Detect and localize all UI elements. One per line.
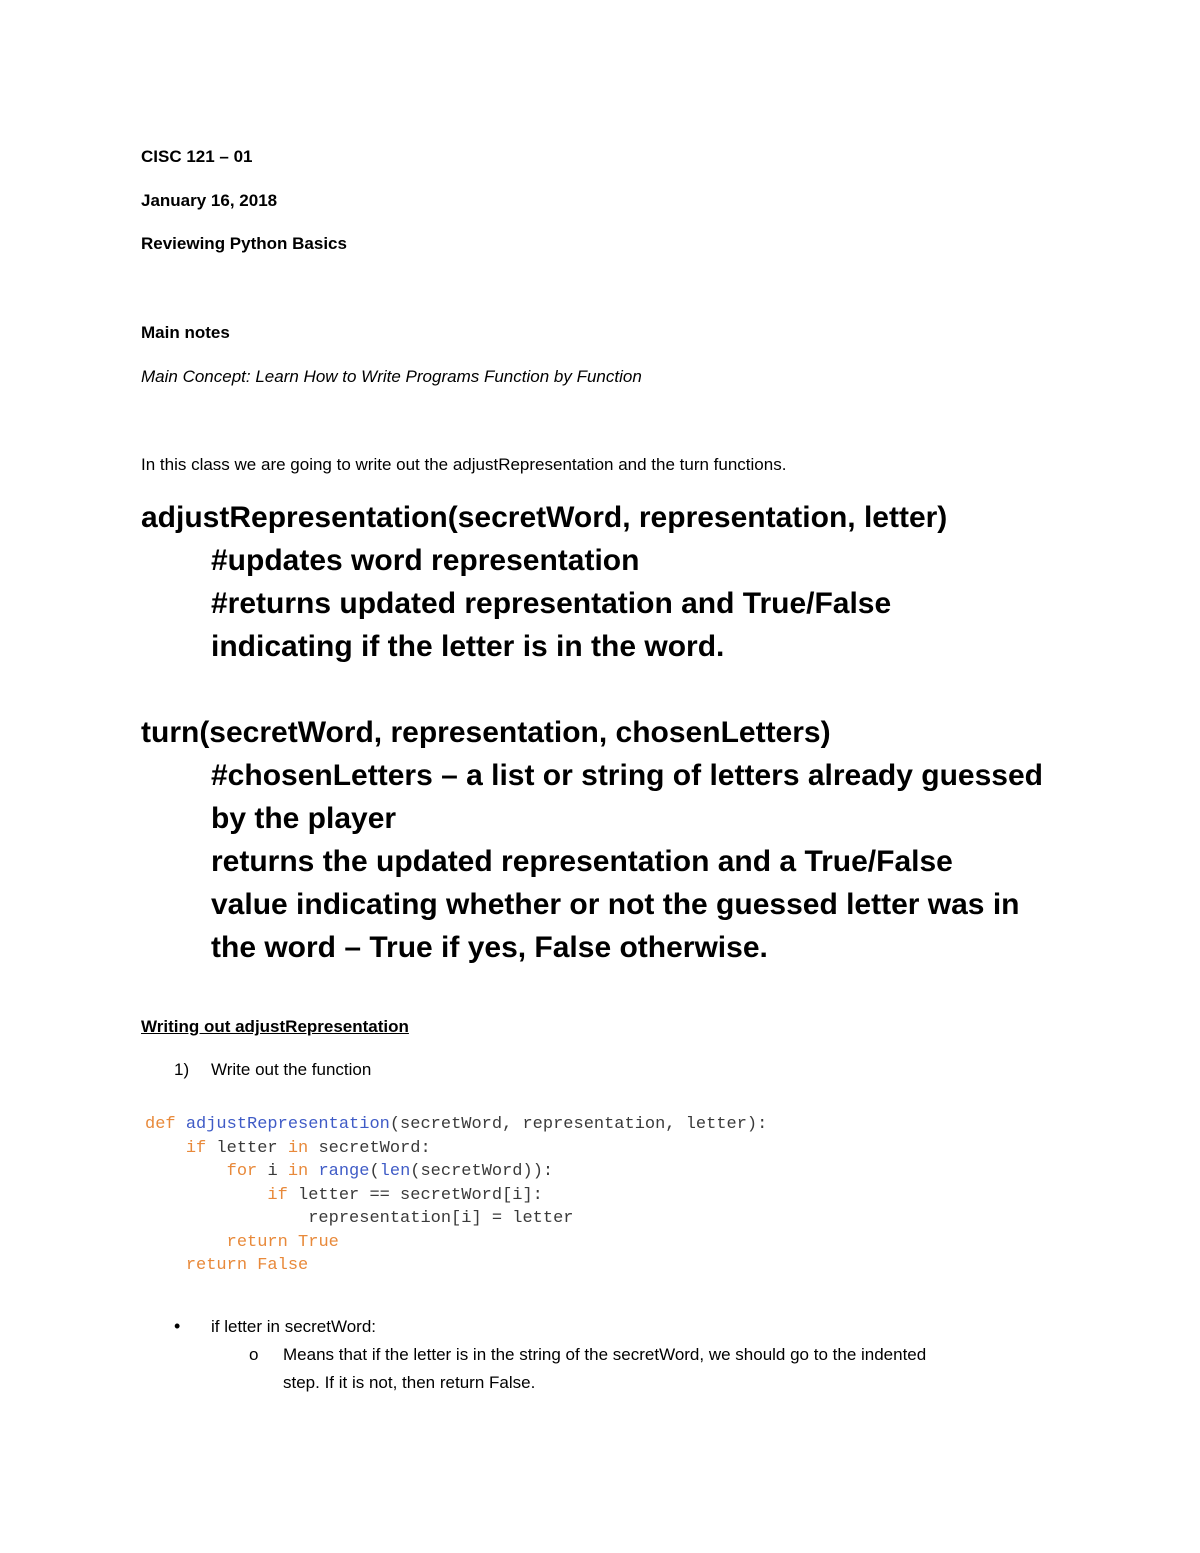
intro-paragraph: In this class we are going to write out the adjustRepresentation and the turn functions.	[141, 455, 787, 474]
sub-bullet-text: step. If it is not, then return False.	[283, 1373, 536, 1392]
turn-comment-line: the word – True if yes, False otherwise.	[211, 931, 768, 964]
code-line: for i in range(len(secretWord)):	[226, 1162, 554, 1181]
code-line: if letter == secretWord[i]:	[267, 1185, 543, 1205]
code-line: def adjustRepresentation(secretWord, representation, letter):	[145, 1115, 768, 1134]
course-code: CISC 121 – 01	[141, 147, 253, 166]
turn-comment-line: value indicating whether or not the guessed letter was in	[211, 888, 1020, 921]
sub-bullet-icon: o	[249, 1345, 259, 1364]
bullet-text: if letter in secretWord:	[211, 1317, 377, 1336]
turn-comment-line: returns the updated representation and a True/False	[211, 845, 953, 878]
turn-comment-line: by the player	[211, 802, 397, 835]
adjust-comment-line: indicating if the letter is in the word.	[211, 630, 725, 663]
step-text: Write out the function	[211, 1060, 372, 1079]
code-line: return False	[185, 1256, 309, 1275]
lecture-topic: Reviewing Python Basics	[141, 234, 347, 253]
adjust-comment-line: #returns updated representation and True/False	[211, 587, 892, 620]
main-notes-heading: Main notes	[141, 323, 230, 342]
main-concept: Main Concept: Learn How to Write Programs Function by Function	[141, 367, 642, 386]
bullet-icon: •	[174, 1316, 181, 1336]
turn-signature: turn(secretWord, representation, chosenLetters)	[141, 716, 831, 749]
code-line: representation[i] = letter	[308, 1209, 574, 1228]
adjust-signature: adjustRepresentation(secretWord, representation, letter)	[141, 501, 948, 534]
code-line: return True	[226, 1232, 339, 1252]
section-heading: Writing out adjustRepresentation	[141, 1017, 409, 1036]
code-snippet	[145, 1113, 767, 1278]
turn-comment-line: #chosenLetters – a list or string of letters already guessed	[211, 759, 1043, 792]
code-line: if letter in secretWord:	[185, 1138, 431, 1158]
lecture-date: January 16, 2018	[141, 191, 278, 210]
step-number: 1)	[174, 1060, 190, 1079]
sub-bullet-text: Means that if the letter is in the string of the secretWord, we should go to the indented	[283, 1345, 927, 1364]
adjust-comment-line: #updates word representation	[211, 544, 640, 577]
